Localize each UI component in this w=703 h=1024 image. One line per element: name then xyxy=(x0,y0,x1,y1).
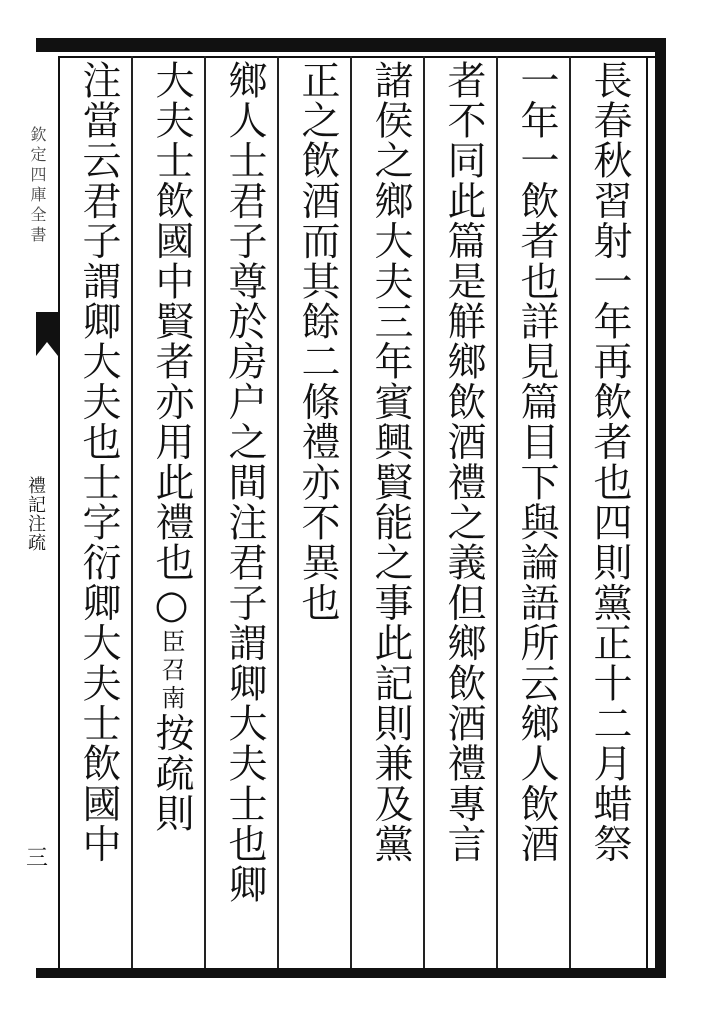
margin-page-number: 三 xyxy=(26,846,49,871)
text-column-3: 者不同此篇是觧鄉飲酒禮之義但鄉飲酒禮專言 xyxy=(441,60,486,864)
frame-bottom-border xyxy=(36,968,666,978)
text-column-5: 正之飲酒而其餘二條禮亦不異也 xyxy=(295,60,340,623)
frame-right-inner-rule xyxy=(646,56,648,968)
column-rule xyxy=(277,56,279,968)
editor-note-small: 臣召南 xyxy=(157,628,185,713)
column-rule xyxy=(350,56,352,968)
column-rule xyxy=(131,56,133,968)
text-column-8: 注當云君子謂卿大夫也士字衍卿大夫士飲國中 xyxy=(76,60,121,864)
column-rule xyxy=(496,56,498,968)
column-rule xyxy=(423,56,425,968)
column-7-main-text: 大夫士飲國中賢者亦用此禮也 xyxy=(149,60,194,583)
fishtail-notch xyxy=(36,342,58,356)
column-rule xyxy=(569,56,571,968)
column-7-tail-text: 按疏則 xyxy=(149,712,194,834)
fishtail-mark xyxy=(36,312,58,342)
column-rule xyxy=(204,56,206,968)
margin-book-title: 禮記注疏 xyxy=(25,476,46,552)
text-column-2: 一年一飲者也詳見篇目下與論語所云鄉人飲酒 xyxy=(514,60,559,864)
text-column-4: 諸侯之鄉大夫三年賓興賢能之事此記則兼及黨 xyxy=(368,60,413,864)
text-column-7 xyxy=(138,60,204,965)
frame-right-border xyxy=(655,38,666,978)
text-column-1: 長春秋習射一年再飲者也四則黨正十二月蜡祭 xyxy=(587,60,632,864)
center-margin-strip xyxy=(0,56,56,968)
text-column-6: 鄉人士君子尊於房户之間注君子謂卿大夫士也卿 xyxy=(222,60,267,905)
frame-left-inner-rule xyxy=(58,56,60,968)
margin-faint-label: 欽定四庫全書 xyxy=(28,126,47,246)
note-circle-mark: ○ xyxy=(149,582,194,629)
frame-top-border xyxy=(36,38,666,52)
